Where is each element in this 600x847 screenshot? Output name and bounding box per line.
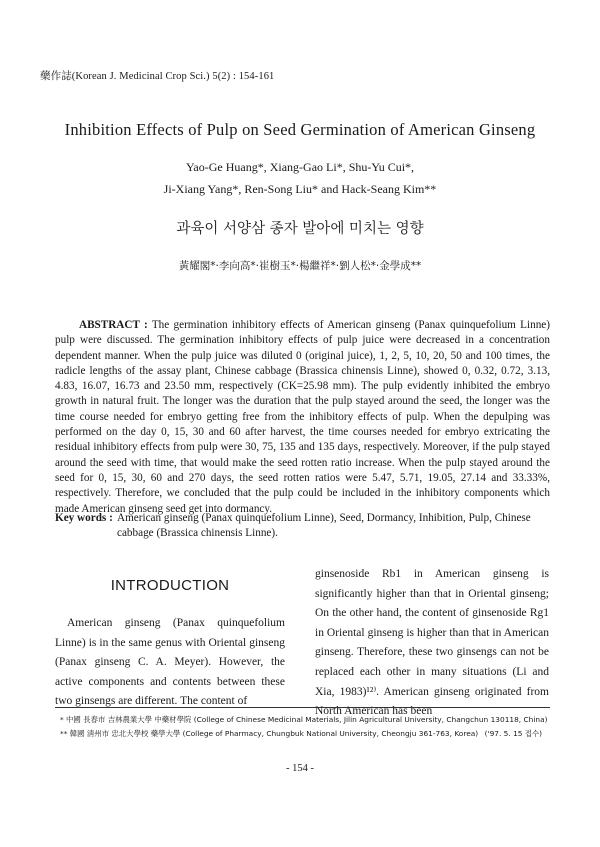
chinese-authors: 黃耀閣*·李向高*·崔樹玉*·楊繼祥*·劉人松*·金學成**: [178, 260, 422, 272]
footnote-divider: [55, 707, 550, 708]
authors-line-2: Ji-Xiang Yang*, Ren-Song Liu* and Hack-Seang Kim**: [163, 182, 437, 196]
introduction-left-column: American ginseng (Panax quinquefolium Linne) is in the same genus with Oriental ginseng (Panax ginseng C. A. Meyer). However, the active components and contents between these two ginsengs are different. The content of: [55, 617, 285, 708]
received-date: ('97. 5. 15 접수): [484, 729, 542, 738]
footnote-1-text: * 中國 長春市 吉林農業大學 中藥材學院 (College of Chinese Medicinal Materials, Jilin Agricultural University, Changchun 130118, China): [60, 715, 548, 724]
introduction-right-column: ginsenoside Rb1 in American ginseng is significantly higher than that in Oriental ginseng; On the other hand, the content of ginsenoside Rg1 in Oriental ginseng is higher than that in American ginseng. Therefore, these two ginsengs can not be replaced each other in many situations (Li and Xia, 1983)¹²⁾. American ginseng originated from North American has been: [315, 568, 549, 718]
keywords-text: American ginseng (Panax quinquefolium Linne), Seed, Dormancy, Inhibition, Pulp, Chinese cabbage (Brassica chinensis Linne).: [117, 512, 531, 540]
abstract-text: The germination inhibitory effects of American ginseng (Panax quinquefolium Linne) pulp were discussed. The germination inhibitory effects of pulp juice were decreased in a concentration dependent manner. When the pulp juice was diluted 0 (original juice), 1, 2, 5, 10, 20, 50 and 100 times, the radicle lengths of the assay plant, Chinese cabbage (Brassica chinensis Linne), showed 0, 0.32, 0.72, 3.13, 4.83, 16.07, 16.73 and 23.50 mm, respectively (CK=25.98 mm). The pulp evidently inhibited the embryo growth in natural fruit. The longer was the duration that the pulp stayed around the seed, the longer was the time course needed for embryo getting free from the inhibitory effects of pulp. When the depulping was performed on the day 0, 15, 30 and 60 after harvest, the time courses needed for embryo extricating the residual inhibitory effects from pulp were 30, 75, 135 and 135 days, respectively. Moreover, if the pulp stayed around the seed with time, that would make the seed rotten ratio increase. When the pulp stayed around the seed for 0, 15, 30, 60 and 270 days, the seed rotten ratios were 5.47, 5.71, 19.05, 27.14 and 33.33%, respectively. Therefore, we concluded that the pulp could be included in the inhibitory components which made American ginseng seed get into dormancy.: [55, 319, 550, 515]
journal-header: 藥作誌(Korean J. Medicinal Crop Sci.) 5(2) : 154-161: [40, 71, 275, 82]
keywords-label: Key words :: [55, 512, 113, 524]
abstract-label: ABSTRACT :: [79, 319, 148, 331]
introduction-heading: INTRODUCTION: [110, 577, 230, 594]
korean-title: 과육이 서양삼 종자 발아에 미치는 영향: [176, 221, 424, 237]
abstract: [55, 318, 550, 517]
page-number: - 154 -: [286, 763, 314, 774]
paper-title: Inhibition Effects of Pulp on Seed Germination of American Ginseng: [64, 120, 536, 139]
footnote-affiliation-2: [60, 728, 550, 739]
footnote-2-text: ** 韓國 淸州市 忠北大學校 藥學大學 (College of Pharmacy, Chungbuk National University, Cheongju 361-763, Korea): [60, 729, 479, 738]
footnote-affiliation-1: [60, 714, 550, 725]
authors-line-1: Yao-Ge Huang*, Xiang-Gao Li*, Shu-Yu Cui*,: [185, 160, 415, 174]
